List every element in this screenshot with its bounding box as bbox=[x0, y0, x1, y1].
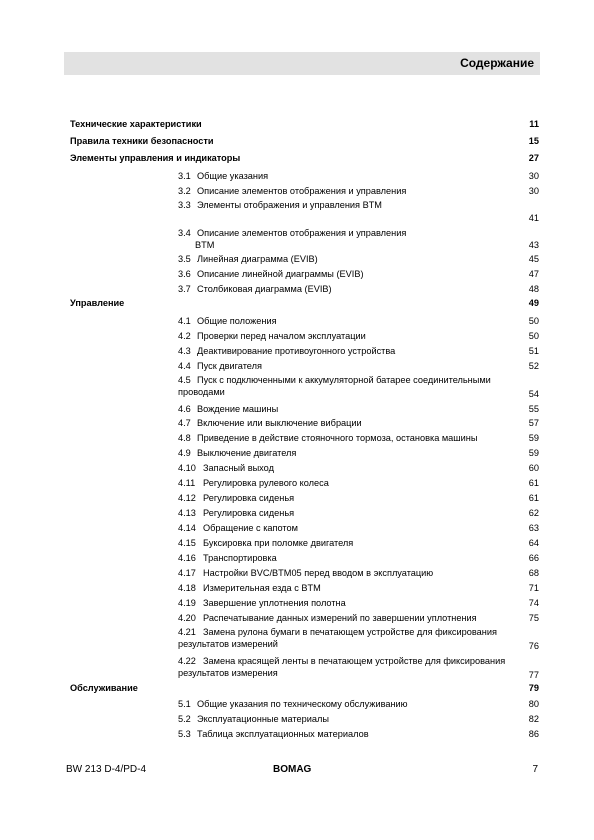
toc-section-number[interactable]: 4.4 bbox=[178, 361, 191, 371]
toc-section-number[interactable]: 3.4 bbox=[178, 228, 191, 238]
toc-section-title[interactable]: Вождение машины bbox=[197, 404, 279, 414]
toc-section-title[interactable]: Таблица эксплуатационных материалов bbox=[197, 729, 369, 739]
toc-section-number[interactable]: 3.6 bbox=[178, 269, 191, 279]
toc-section-title[interactable]: Общие указания bbox=[197, 171, 269, 181]
toc-section-page[interactable]: 61 bbox=[528, 493, 539, 503]
toc-section-title[interactable]: Замена рулона бумаги в печатающем устройстве для фиксирования bbox=[203, 627, 497, 637]
toc-chapter-page[interactable]: 11 bbox=[529, 119, 539, 129]
toc-section-page[interactable]: 77 bbox=[528, 670, 539, 680]
toc-section-number[interactable]: 4.15 bbox=[178, 538, 196, 548]
toc-section-title[interactable]: Распечатывание данных измерений по завершении уплотнения bbox=[203, 613, 477, 623]
toc-section-number[interactable]: 5.2 bbox=[178, 714, 191, 724]
toc-section-title[interactable]: Столбиковая диаграмма (EVIB) bbox=[197, 284, 332, 294]
toc-section-number[interactable]: 4.5 bbox=[178, 375, 191, 385]
toc-section-page[interactable]: 60 bbox=[528, 463, 539, 473]
toc-section-title[interactable]: Транспортировка bbox=[203, 553, 277, 563]
toc-section-number[interactable]: 4.1 bbox=[178, 316, 191, 326]
toc-section-number[interactable]: 5.1 bbox=[178, 699, 191, 709]
toc-chapter-title[interactable]: Правила техники безопасности bbox=[70, 136, 214, 146]
toc-section-title[interactable]: Приведение в действие стояночного тормоза, остановка машины bbox=[197, 433, 478, 443]
toc-section-title[interactable]: Проверки перед началом эксплуатации bbox=[197, 331, 366, 341]
toc-section-title[interactable]: Элементы отображения и управления BTM bbox=[197, 200, 382, 210]
toc-section-number[interactable]: 4.9 bbox=[178, 448, 191, 458]
toc-section-title[interactable]: Обращение с капотом bbox=[203, 523, 298, 533]
toc-chapter-page[interactable]: 49 bbox=[528, 298, 539, 308]
toc-section-title[interactable]: Деактивирование противоугонного устройства bbox=[197, 346, 396, 356]
toc-section-page[interactable]: 41 bbox=[528, 213, 539, 223]
toc-chapter-title[interactable]: Элементы управления и индикаторы bbox=[70, 153, 241, 163]
toc-section-title[interactable]: Пуск двигателя bbox=[197, 361, 262, 371]
toc-section-page[interactable]: 59 bbox=[528, 433, 539, 443]
toc-section-title[interactable]: Регулировка сиденья bbox=[203, 508, 295, 518]
toc-section-number[interactable]: 4.17 bbox=[178, 568, 196, 578]
toc-section-number[interactable]: 3.1 bbox=[178, 171, 191, 181]
toc-section-number[interactable]: 4.10 bbox=[178, 463, 196, 473]
toc-section-page[interactable]: 48 bbox=[528, 284, 539, 294]
toc-section-page[interactable]: 75 bbox=[528, 613, 539, 623]
toc-section-title[interactable]: Запасный выход bbox=[203, 463, 274, 473]
toc-section-page[interactable]: 63 bbox=[528, 523, 539, 533]
toc-section-page[interactable]: 62 bbox=[528, 508, 539, 518]
toc-section-page[interactable]: 43 bbox=[528, 240, 539, 250]
footer-page-number: 7 bbox=[532, 764, 538, 775]
toc-section-page[interactable]: 80 bbox=[528, 699, 539, 709]
toc-section-page[interactable]: 76 bbox=[528, 641, 539, 651]
toc-section-title[interactable]: Измерительная езда с BTM bbox=[203, 583, 321, 593]
toc-section-page[interactable]: 71 bbox=[528, 583, 539, 593]
toc-section-page[interactable]: 55 bbox=[528, 404, 539, 414]
toc-section-number[interactable]: 4.19 bbox=[178, 598, 196, 608]
toc-section-number[interactable]: 4.2 bbox=[178, 331, 191, 341]
footer-brand: BOMAG bbox=[273, 764, 312, 775]
toc-section-title[interactable]: Регулировка сиденья bbox=[203, 493, 295, 503]
toc-section-page[interactable]: 52 bbox=[528, 361, 539, 371]
toc-section-title[interactable]: Линейная диаграмма (EVIB) bbox=[197, 254, 318, 264]
toc-section-title[interactable]: Общие положения bbox=[197, 316, 277, 326]
toc-chapter-title[interactable]: Управление bbox=[70, 298, 125, 308]
toc-section-page[interactable]: 82 bbox=[528, 714, 539, 724]
toc-section-number[interactable]: 4.22 bbox=[178, 656, 196, 666]
toc-section-page[interactable]: 45 bbox=[528, 254, 539, 264]
toc-section-title[interactable]: Эксплуатационные материалы bbox=[197, 714, 329, 724]
toc-section-number[interactable]: 4.6 bbox=[178, 404, 191, 414]
toc-section-title[interactable]: Замена красящей ленты в печатающем устройстве для фиксирования bbox=[203, 656, 506, 666]
toc-section-page[interactable]: 30 bbox=[528, 186, 539, 196]
toc-section-number[interactable]: 4.18 bbox=[178, 583, 196, 593]
toc-section-title[interactable]: Включение или выключение вибрации bbox=[197, 418, 362, 428]
toc-section-page[interactable]: 59 bbox=[528, 448, 539, 458]
toc-section-page[interactable]: 61 bbox=[528, 478, 539, 488]
toc-chapter-page[interactable]: 15 bbox=[528, 136, 539, 146]
toc-section-page[interactable]: 50 bbox=[528, 331, 539, 341]
toc-section-number[interactable]: 4.20 bbox=[178, 613, 196, 623]
toc-section-number[interactable]: 4.12 bbox=[178, 493, 196, 503]
toc-section-page[interactable]: 74 bbox=[528, 598, 539, 608]
toc-section-number[interactable]: 3.5 bbox=[178, 254, 191, 264]
toc-section-page[interactable]: 64 bbox=[528, 538, 539, 548]
toc-section-number[interactable]: 4.3 bbox=[178, 346, 191, 356]
toc-section-page[interactable]: 57 bbox=[528, 418, 539, 428]
toc-section-number[interactable]: 4.7 bbox=[178, 418, 191, 428]
toc-section-number[interactable]: 4.8 bbox=[178, 433, 191, 443]
toc-section-title[interactable]: Буксировка при поломке двигателя bbox=[203, 538, 354, 548]
toc-section-number[interactable]: 4.16 bbox=[178, 553, 196, 563]
toc-section-title[interactable]: Пуск с подключенными к аккумуляторной батарее соединительными bbox=[197, 375, 491, 385]
footer-model: BW 213 D-4/PD-4 bbox=[66, 764, 147, 775]
toc-section-number[interactable]: 3.7 bbox=[178, 284, 191, 294]
toc-chapter-title[interactable]: Обслуживание bbox=[70, 683, 138, 693]
toc-section-title[interactable]: Завершение уплотнения полотна bbox=[203, 598, 346, 608]
toc-section-page[interactable]: 54 bbox=[528, 389, 539, 399]
toc-chapter-page[interactable]: 27 bbox=[528, 153, 539, 163]
toc-section-title-continued[interactable]: результатов измерения bbox=[178, 668, 278, 678]
toc-section-page[interactable]: 30 bbox=[528, 171, 539, 181]
toc-section-title[interactable]: Описание элементов отображения и управления bbox=[197, 228, 407, 238]
toc-section-number[interactable]: 4.14 bbox=[178, 523, 196, 533]
toc-section-number[interactable]: 4.11 bbox=[178, 478, 196, 488]
toc-section-title[interactable]: Регулировка рулевого колеса bbox=[203, 478, 329, 488]
toc-section-number[interactable]: 3.2 bbox=[178, 186, 191, 196]
toc-section-page[interactable]: 51 bbox=[528, 346, 539, 356]
toc-section-page[interactable]: 66 bbox=[528, 553, 539, 563]
toc-section-number[interactable]: 3.3 bbox=[178, 200, 191, 210]
toc-chapter-title[interactable]: Технические характеристики bbox=[70, 119, 202, 129]
toc-section-title-continued[interactable]: BTM bbox=[195, 240, 215, 250]
toc-section-title-continued[interactable]: результатов измерений bbox=[178, 639, 278, 649]
toc-section-number[interactable]: 5.3 bbox=[178, 729, 191, 739]
toc-section-page[interactable]: 47 bbox=[528, 269, 539, 279]
toc-section-number[interactable]: 4.21 bbox=[178, 627, 196, 637]
toc-section-title[interactable]: Общие указания по техническому обслуживанию bbox=[197, 699, 408, 709]
page-title: Содержание bbox=[460, 56, 534, 70]
toc-section-title[interactable]: Выключение двигателя bbox=[197, 448, 297, 458]
toc-chapter-page[interactable]: 79 bbox=[528, 683, 539, 693]
toc-section-page[interactable]: 50 bbox=[528, 316, 539, 326]
toc-section-title-continued[interactable]: проводами bbox=[178, 387, 225, 397]
toc-section-title[interactable]: Описание линейной диаграммы (EVIB) bbox=[197, 269, 364, 279]
toc-section-number[interactable]: 4.13 bbox=[178, 508, 196, 518]
toc-section-title[interactable]: Настройки BVC/BTM05 перед вводом в эксплуатацию bbox=[203, 568, 434, 578]
toc-section-page[interactable]: 68 bbox=[528, 568, 539, 578]
toc-section-page[interactable]: 86 bbox=[528, 729, 539, 739]
toc-section-title[interactable]: Описание элементов отображения и управления bbox=[197, 186, 407, 196]
